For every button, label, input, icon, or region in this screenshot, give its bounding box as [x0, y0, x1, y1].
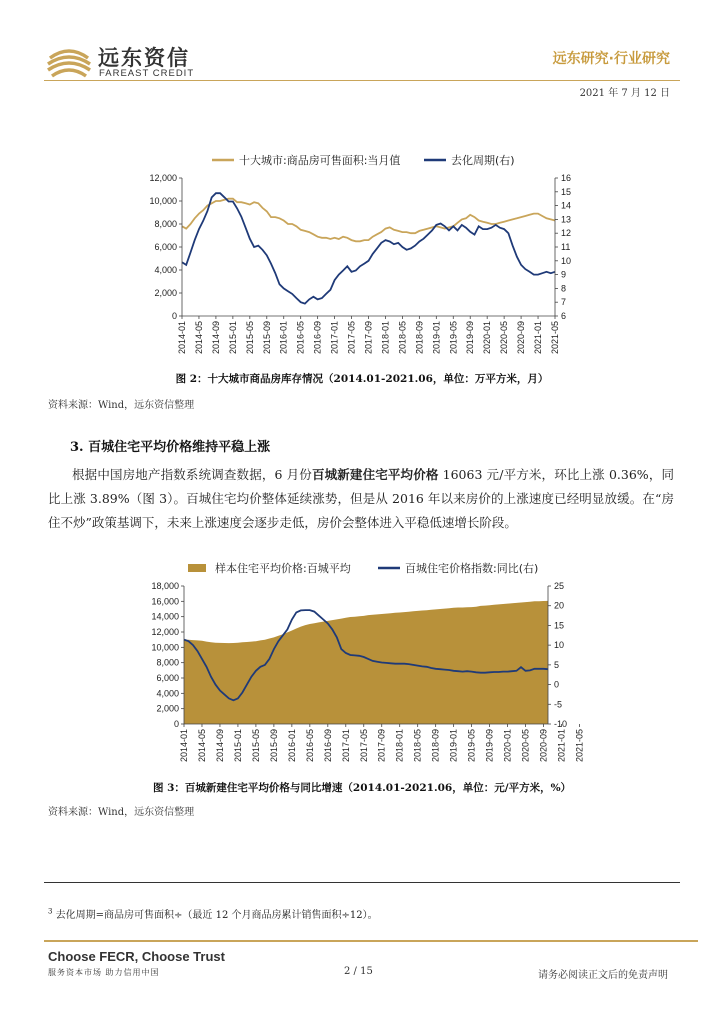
x-tick-label: 2020-09	[538, 729, 549, 763]
x-tick-label: 2018-09	[414, 321, 425, 355]
legend-label: 十大城市:商品房可售面积:当月值	[239, 154, 401, 167]
left-tick-label: 4,000	[156, 688, 179, 699]
section3-paragraph	[48, 463, 674, 535]
left-tick-label: 2,000	[154, 288, 177, 298]
figure3-source: 资料来源：Wind，远东资信整理	[48, 807, 195, 818]
figure2-chart	[140, 144, 580, 364]
left-tick-label: 8,000	[156, 657, 179, 668]
footer-disclaimer: 请务必阅读正文后的免责声明	[538, 970, 668, 981]
left-tick-label: 0	[171, 311, 177, 321]
x-tick-label: 2017-05	[346, 321, 357, 355]
left-tick-label: 4,000	[154, 265, 177, 275]
x-tick-label: 2016-05	[304, 729, 315, 763]
x-tick-label: 2015-09	[261, 321, 272, 355]
section3-title: 3. 百城住宅平均价格维持平稳上涨	[70, 440, 271, 455]
right-tick-label: 10	[561, 255, 572, 266]
legend-label: 百城住宅价格指数:同比(右)	[405, 562, 539, 575]
para-bold: 百城新建住宅平均价格	[311, 467, 439, 482]
x-tick-label: 2019-01	[448, 729, 459, 763]
right-tick-label: 10	[554, 640, 565, 651]
x-tick-label: 2019-01	[431, 321, 442, 355]
left-tick-label: 0	[173, 719, 179, 729]
left-tick-label: 18,000	[151, 581, 179, 591]
figure2-caption: 图 2：十大城市商品房库存情况（2014.01-2021.06，单位：万平方米，月）	[175, 373, 549, 385]
left-tick-label: 14,000	[151, 611, 179, 622]
right-tick-label: 9	[561, 269, 567, 280]
right-tick-label: 11	[561, 242, 571, 252]
x-tick-label: 2020-09	[516, 321, 527, 355]
footer-sub: 服务资本市场 助力信用中国	[48, 968, 160, 977]
x-tick-label: 2014-09	[214, 729, 225, 763]
series-line	[182, 193, 555, 303]
x-tick-label: 2018-01	[394, 729, 405, 763]
footer-divider	[44, 940, 698, 942]
x-tick-label: 2019-05	[466, 729, 477, 763]
right-tick-label: 16	[561, 173, 572, 183]
right-tick-label: 8	[561, 283, 567, 294]
footnote-divider	[44, 882, 680, 883]
x-tick-label: 2016-05	[295, 321, 306, 355]
x-tick-label: 2018-09	[430, 729, 441, 763]
legend-swatch	[188, 564, 206, 572]
x-tick-label: 2021-01	[556, 729, 567, 763]
logo-cn-text: 远东资信	[98, 46, 190, 70]
report-date: 2021 年 7 月 12 日	[579, 88, 670, 99]
left-tick-label: 10,000	[151, 642, 179, 653]
x-tick-label: 2015-01	[232, 729, 243, 763]
x-tick-label: 2018-05	[412, 729, 423, 763]
x-tick-label: 2014-05	[193, 321, 204, 355]
right-tick-label: 20	[554, 600, 565, 611]
series-area	[184, 601, 548, 724]
right-tick-label: 0	[554, 679, 560, 690]
x-tick-label: 2015-05	[250, 729, 261, 763]
right-tick-label: 6	[561, 311, 567, 321]
logo	[44, 40, 94, 82]
x-tick-label: 2017-09	[376, 729, 387, 763]
x-tick-label: 2017-01	[340, 729, 351, 763]
legend	[212, 153, 515, 167]
footer-slogan: Choose FECR, Choose Trust	[48, 949, 225, 964]
x-tick-label: 2019-09	[465, 321, 476, 355]
x-tick-label: 2020-05	[520, 729, 531, 763]
x-tick-label: 2019-05	[448, 321, 459, 355]
report-type: 远东研究·行业研究	[552, 51, 670, 67]
left-tick-label: 2,000	[156, 703, 179, 714]
right-tick-label: 5	[554, 659, 560, 670]
left-tick-label: 10,000	[149, 196, 177, 206]
right-tick-label: -5	[554, 699, 563, 710]
logo-en-text: FAREAST CREDIT	[99, 68, 195, 79]
x-tick-label: 2014-01	[179, 729, 189, 763]
x-tick-label: 2017-05	[358, 729, 369, 763]
left-tick-label: 12,000	[151, 627, 179, 637]
left-tick-label: 12,000	[149, 173, 177, 183]
x-tick-label: 2014-01	[177, 321, 187, 355]
x-tick-label: 2018-01	[380, 321, 391, 355]
x-tick-label: 2017-01	[329, 321, 340, 355]
right-tick-label: 7	[561, 297, 567, 308]
footnote-mark: 3	[48, 907, 53, 916]
x-tick-label: 2014-05	[196, 729, 207, 763]
para-part1: 根据中国房地产指数系统调查数据，6 月份	[72, 467, 312, 482]
legend-label: 样本住宅平均价格:百城平均	[215, 562, 351, 575]
right-tick-label: 13	[561, 214, 572, 225]
x-tick-label: 2014-09	[210, 321, 221, 355]
x-tick-label: 2021-05	[574, 729, 584, 763]
right-tick-label: 12	[561, 228, 572, 239]
right-tick-label: 14	[561, 200, 572, 211]
x-tick-label: 2016-09	[312, 321, 323, 355]
x-tick-label: 2016-09	[322, 729, 333, 763]
x-tick-label: 2015-01	[227, 321, 238, 355]
para-part2: 16063 元/平方米，环比上涨 0.36%，同比上涨 3.89%（图 3）。百城住宅均价整体延续涨势，但是从 2016 年以来房价的上涨速度已经明显放缓。在“房住不炒”政策基调下，未来上涨速度会逐步走低，房价会整体进入平稳低速增长阶段。	[48, 467, 674, 530]
x-tick-label: 2020-05	[499, 321, 510, 355]
left-tick-label: 6,000	[156, 673, 179, 683]
x-tick-label: 2021-01	[533, 321, 544, 355]
figure3-chart	[136, 552, 584, 772]
figure2-svg	[140, 144, 580, 364]
x-tick-label: 2018-05	[397, 321, 408, 355]
figure3-caption: 图 3：百城新建住宅平均价格与同比增速（2014.01-2021.06，单位：元/平方米，%）	[152, 782, 572, 794]
right-tick-label: 15	[561, 186, 572, 197]
legend	[188, 561, 538, 575]
x-tick-label: 2015-05	[244, 321, 255, 355]
left-tick-label: 6,000	[154, 242, 177, 252]
figure3-svg	[136, 552, 584, 772]
logo-emblem-icon	[44, 40, 94, 82]
x-tick-label: 2017-09	[363, 321, 374, 355]
left-tick-label: 16,000	[151, 596, 179, 607]
legend-label: 去化周期(右)	[451, 154, 515, 167]
x-tick-label: 2015-09	[268, 729, 279, 763]
x-tick-label: 2016-01	[278, 321, 289, 355]
x-tick-label: 2020-01	[502, 729, 513, 763]
header-divider	[44, 80, 680, 81]
x-tick-label: 2021-05	[550, 321, 560, 355]
footnote	[48, 906, 378, 921]
x-tick-label: 2016-01	[286, 729, 297, 763]
x-tick-label: 2019-09	[484, 729, 495, 763]
figure2-source: 资料来源：Wind，远东资信整理	[48, 400, 195, 411]
right-tick-label: 25	[554, 581, 565, 591]
x-tick-label: 2020-01	[482, 321, 493, 355]
left-tick-label: 8,000	[154, 219, 177, 229]
right-tick-label: -10	[554, 719, 568, 729]
series-line	[182, 199, 555, 242]
right-tick-label: 15	[554, 620, 565, 631]
footnote-text: 去化周期=商品房可售面积÷（最近 12 个月商品房累计销售面积÷12）。	[55, 910, 378, 921]
page-number: 2 / 15	[344, 966, 373, 977]
